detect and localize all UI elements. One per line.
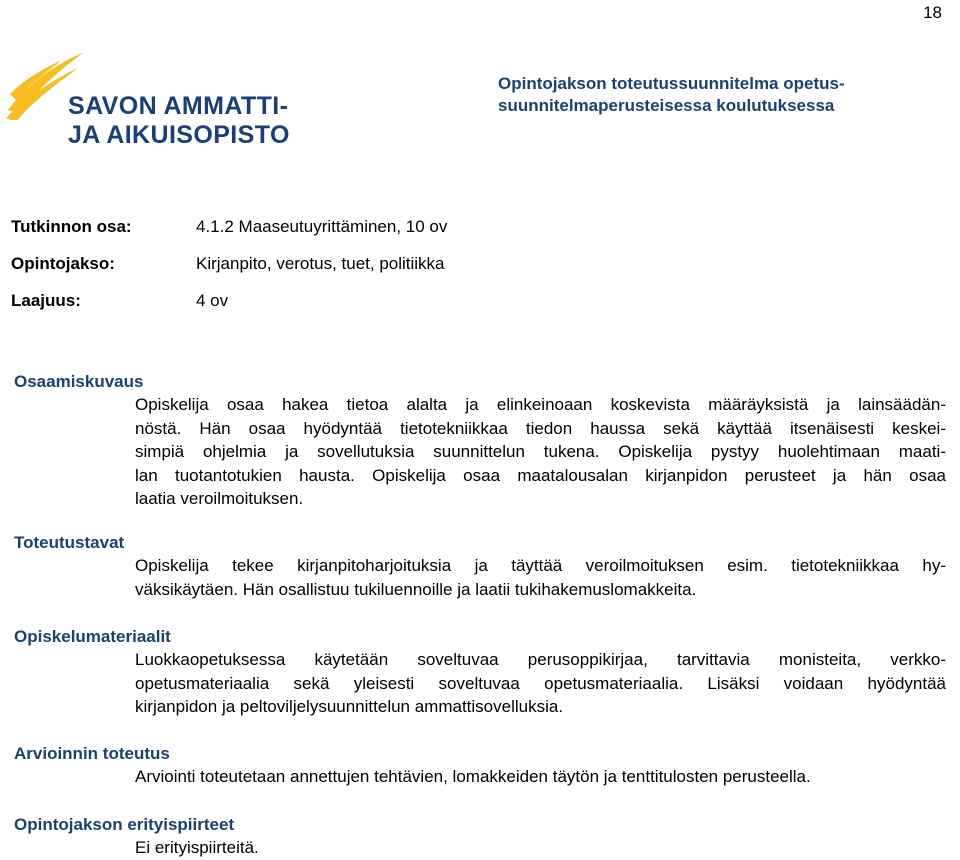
body-line: Luokkaopetuksessa käytetään soveltuvaa perusoppikirjaa, tarvittavia monisteita, verkko- [135, 650, 946, 669]
logo-text-line1: SAVON AMMATTI- [68, 92, 289, 120]
body-line: Opiskelija tekee kirjanpitoharjoituksia ja täyttää veroilmoituksen esim. tietotekniikkaa hy- [135, 556, 946, 575]
meta-label: Opintojakso: [11, 254, 115, 273]
savon-ammatti-logo [4, 48, 334, 153]
section-toteutustavat [14, 532, 946, 601]
section-heading: Osaamiskuvaus [14, 372, 144, 391]
document-title-line1: Opintojakson toteutussuunnitelma opetus- [498, 74, 845, 93]
body-line: Opiskelija osaa hakea tietoa alalta ja elinkeinoaan koskevista määräyksistä ja lainsäädän- [135, 395, 946, 414]
body-line: kirjanpidon ja peltoviljelysuunnittelun ammattisovelluksia. [135, 697, 564, 717]
body-line: nöstä. Hän osaa hyödyntää tietotekniikkaa tiedon haussa sekä käyttää itsenäisesti keskei- [135, 418, 946, 438]
body-line: Arviointi toteutetaan annettujen tehtävien, lomakkeiden täytön ja tenttitulosten perusteella. [135, 767, 811, 786]
section-osaamiskuvaus [14, 371, 946, 511]
section-body [135, 393, 946, 511]
meta-value: 4 ov [196, 291, 229, 310]
section-body [135, 648, 946, 719]
body-line: Ei erityispiirteitä. [135, 838, 259, 857]
meta-value: 4.1.2 Maaseutuyrittäminen, 10 ov [196, 217, 448, 236]
section-erityispiirteet [14, 814, 946, 860]
section-heading: Opiskelumateriaalit [14, 627, 171, 646]
document-title-line2: suunnitelmaperusteisessa koulutuksessa [498, 96, 835, 115]
body-line: lan tuotantotukien hausta. Opiskelija osaa maatalousalan kirjanpidon perusteet ja hän osaa [135, 465, 946, 485]
section-heading: Toteutustavat [14, 533, 125, 552]
meta-value: Kirjanpito, verotus, tuet, politiikka [196, 254, 445, 273]
document-title [498, 73, 938, 117]
logo-text-line2: JA AIKUISOPISTO [68, 121, 290, 149]
body-line: simpiä ohjelmia ja sovellutuksia suunnittelun tukena. Opiskelija pystyy huolehtimaan maati- [135, 442, 946, 462]
section-body [135, 765, 946, 789]
section-heading: Arvioinnin toteutus [14, 744, 170, 763]
body-line: laatia veroilmoituksen. [135, 489, 304, 509]
body-line: opetusmateriaalia sekä yleisesti soveltuvaa opetusmateriaalia. Lisäksi voidaan hyödyntää [135, 673, 946, 693]
meta-label: Tutkinnon osa: [11, 217, 132, 236]
page-number: 18 [923, 3, 942, 22]
body-line: väksikäytäen. Hän osallistuu tukiluennoille ja laatii tukihakemuslomakkeita. [135, 579, 697, 599]
section-body [135, 836, 946, 860]
section-heading: Opintojakson erityispiirteet [14, 815, 235, 834]
section-arvioinnin-toteutus [14, 743, 946, 789]
section-body [135, 554, 946, 601]
meta-label: Laajuus: [11, 291, 81, 310]
section-opiskelumateriaalit [14, 626, 946, 719]
